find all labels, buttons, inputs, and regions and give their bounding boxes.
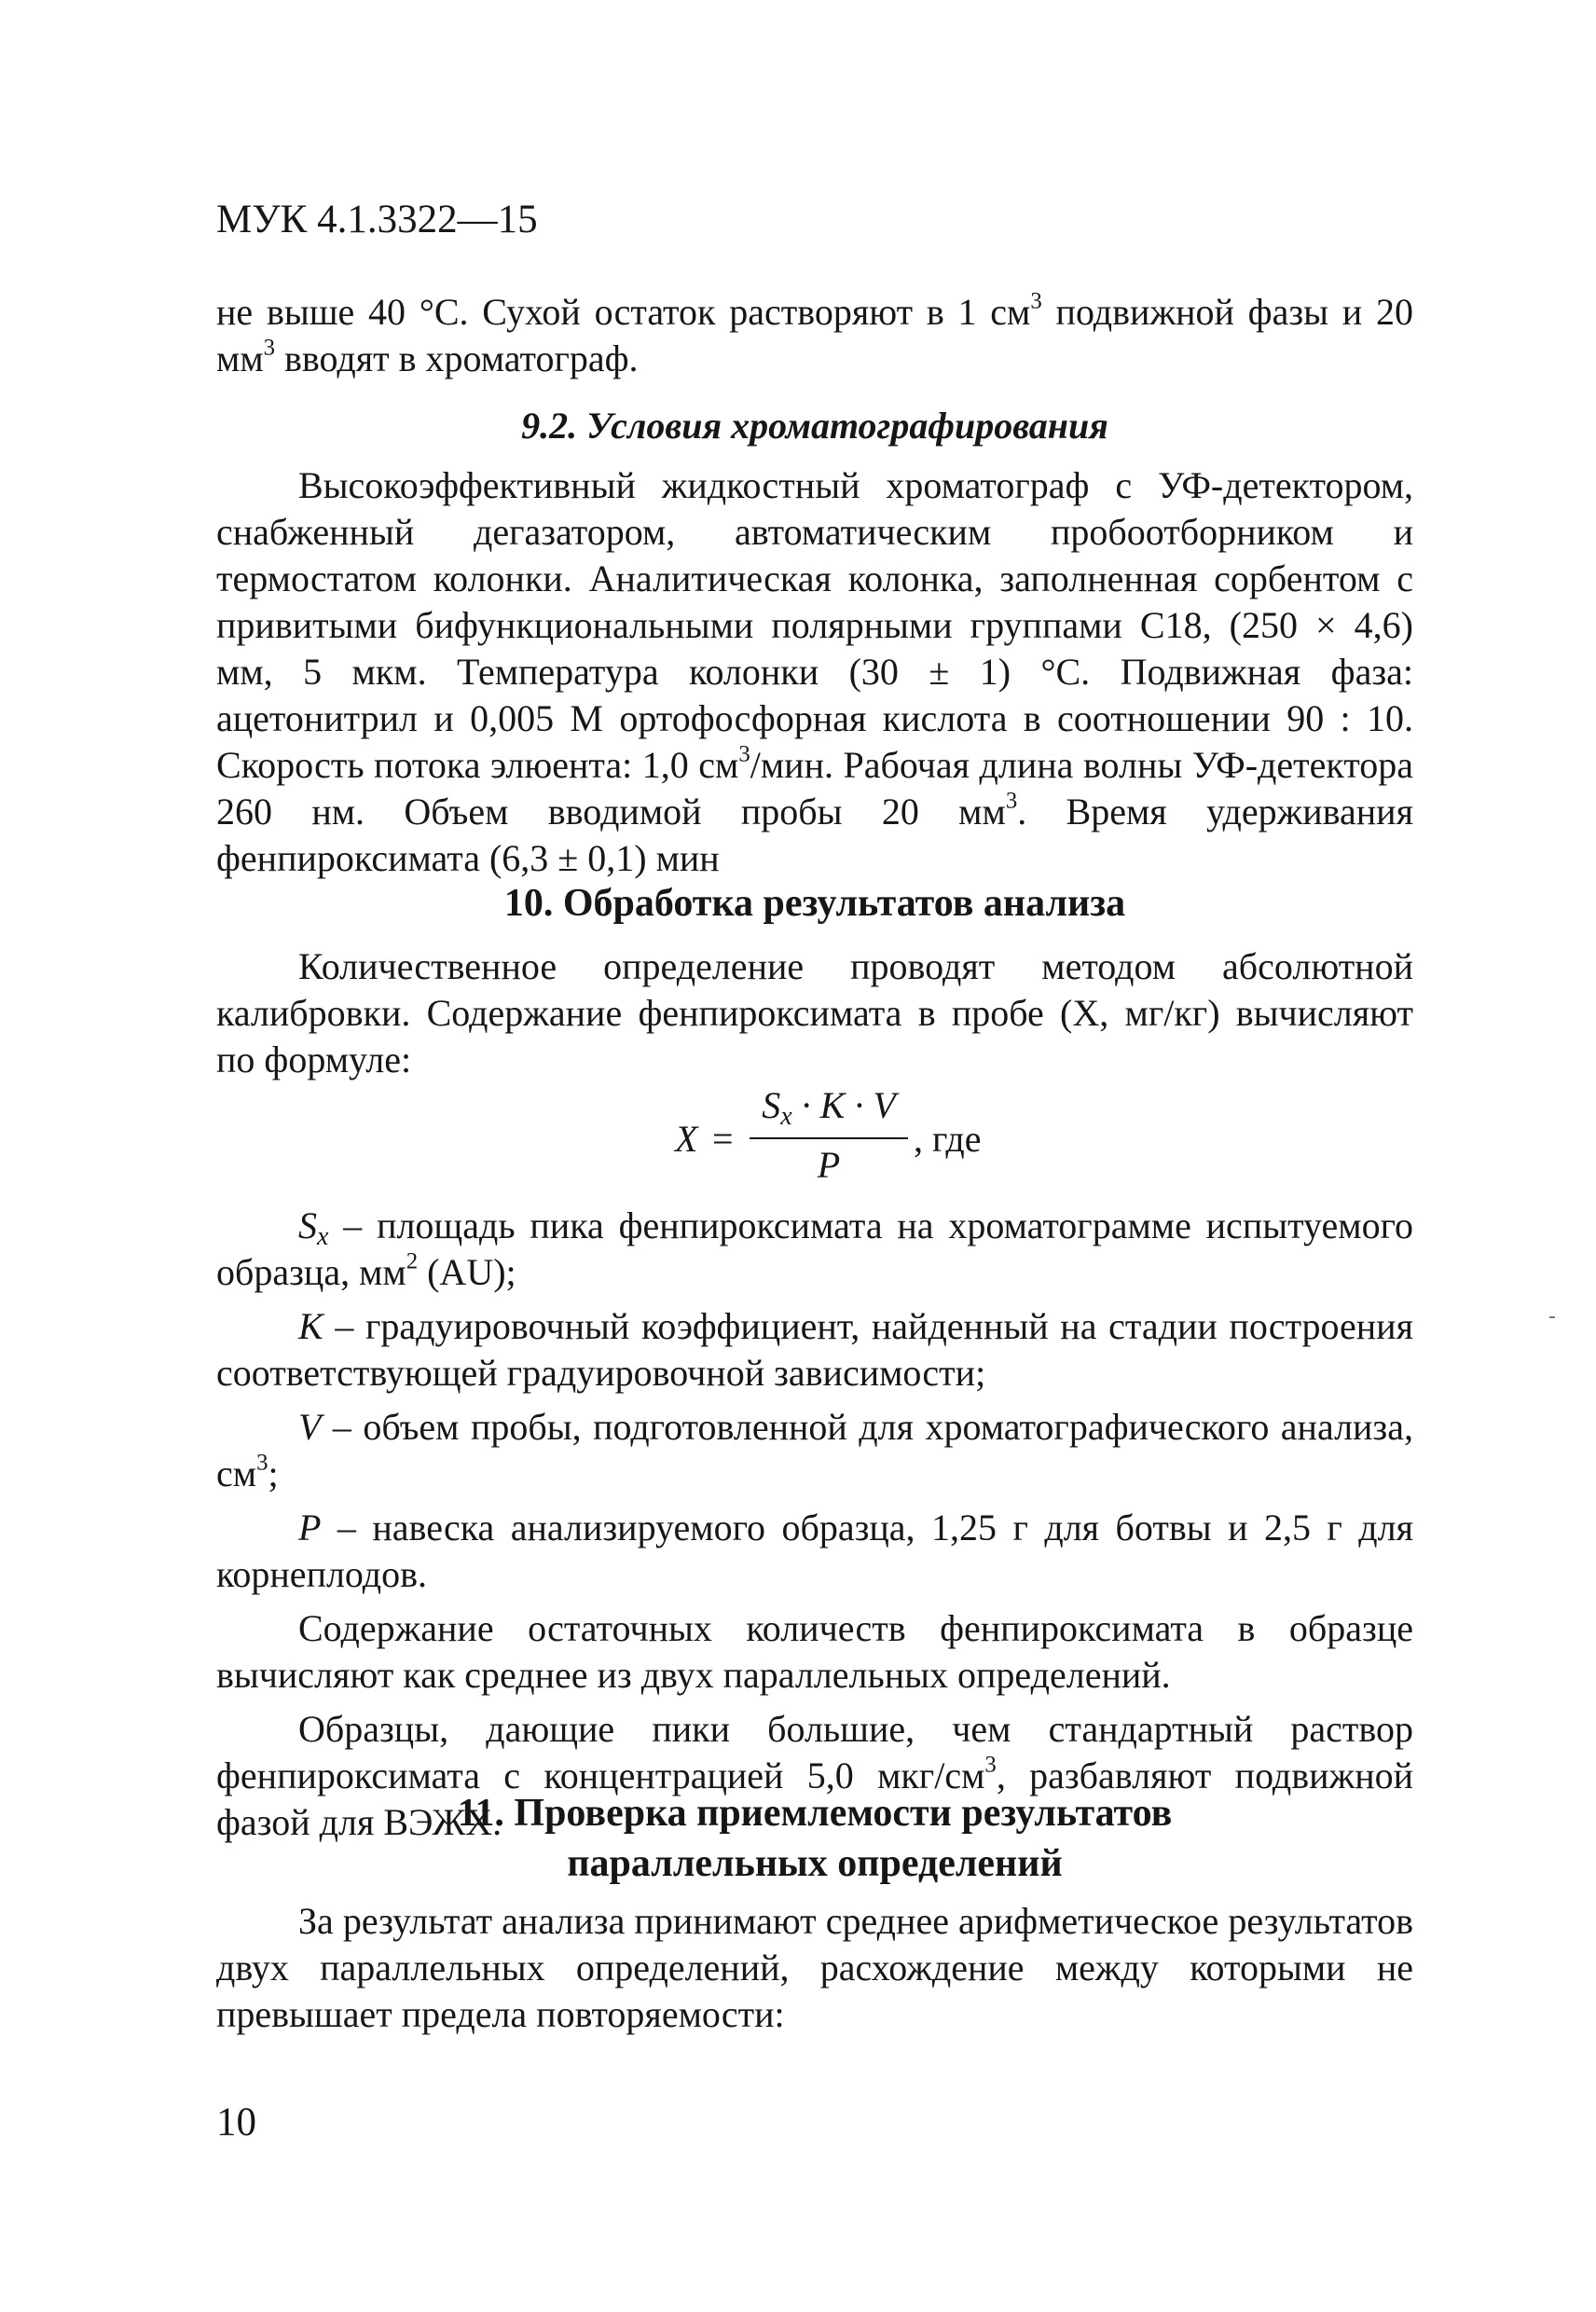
fraction-bar <box>750 1137 908 1139</box>
running-title: МУК 4.1.3322—15 <box>216 198 538 241</box>
section-11-title-line1: 11. Проверка приемлемости результатов <box>457 1792 1173 1835</box>
section-10-title: 10. Обработка результатов анализа <box>503 882 1126 925</box>
section-9-2-title: 9.2. Условия хроматографирования <box>521 405 1108 447</box>
paragraph-dilute: Образцы, дающие пики большие, чем стандартный раствор фенпироксимата с концентрацией 5,0 мкг/$см^3$, разбавляют подвижной фазой для ВЭЖХ. <box>216 1708 1414 1843</box>
page-number: 10 <box>216 2100 256 2144</box>
definitions-block <box>216 1203 1413 1846</box>
section-9-2-paragraph: Высокоэффективный жидкостный хроматограф с УФ-детектором, снабженный дегазатором, автоматическим пробоотборником и термостатом колонки. Аналитическая колонка, заполненная сорбентом с привитыми бифункциональными полярными группами С18, (250 × 4,6) мм, 5 мкм. Температура колонки (30 ± 1) °С. Подвижная фаза: ацетонитрил и 0,005 М ортофосфорная кислота в соотношении 90 : 10. Скорость потока элюента: 1,0 $см^3$/мин. Рабочая длина волны УФ-детектора 260 нм. Объем вводимой пробы 20 $мм^3$. Время удерживания фенпироксимата (6,3 ± 0,1) мин <box>216 464 1413 879</box>
definition-sx: $S_x$ – площадь пика фенпироксимата на хроматограмме испытуемого образца, $мм^2$ (AU); <box>216 1204 1413 1293</box>
formula-denominator: P <box>817 1144 841 1186</box>
formula-numerator: $S_x \cdot K \cdot V$ <box>762 1084 896 1131</box>
section-11 <box>216 1788 1413 2038</box>
definition-v: V – объем пробы, подготовленной для хроматографического анализа, $см^3$; <box>216 1406 1413 1494</box>
formula-lhs: X <box>675 1118 698 1160</box>
section-11-title-line2: параллельных определений <box>567 1842 1063 1885</box>
definition-p: P – навеска анализируемого образца, 1,25 г для ботвы и 2,5 г для корнеплодов. <box>216 1507 1413 1595</box>
section-11-paragraph: За результат анализа принимают среднее арифметическое результатов двух параллельных определений, расхождение между которыми не превышает предела повторяемости: <box>216 1900 1413 2035</box>
section-10 <box>216 878 1413 1083</box>
paragraph-mean: Содержание остаточных количеств фенпироксимата в образце вычисляют как среднее из двух параллельных определений. <box>216 1607 1413 1696</box>
section-9-2 <box>216 403 1413 882</box>
continuation-block <box>216 289 1413 382</box>
definition-k: K – градуировочный коэффициент, найденный на стадии построения соответствующей градуировочной зависимости; <box>216 1305 1413 1394</box>
formula-tail: , где <box>914 1118 982 1160</box>
formula <box>664 1083 1037 1195</box>
formula-equals: = <box>712 1118 734 1160</box>
scan-speck <box>1549 1316 1555 1318</box>
continuation-paragraph: не выше 40 °С. Сухой остаток растворяют в 1 $см^3$ подвижной фазы и 20 $мм^3$ вводят в хроматограф. <box>216 288 1413 379</box>
section-10-intro: Количественное определение проводят методом абсолютной калибровки. Содержание фенпироксимата в пробе (X, мг/кг) вычисляют по формуле: <box>216 945 1413 1080</box>
